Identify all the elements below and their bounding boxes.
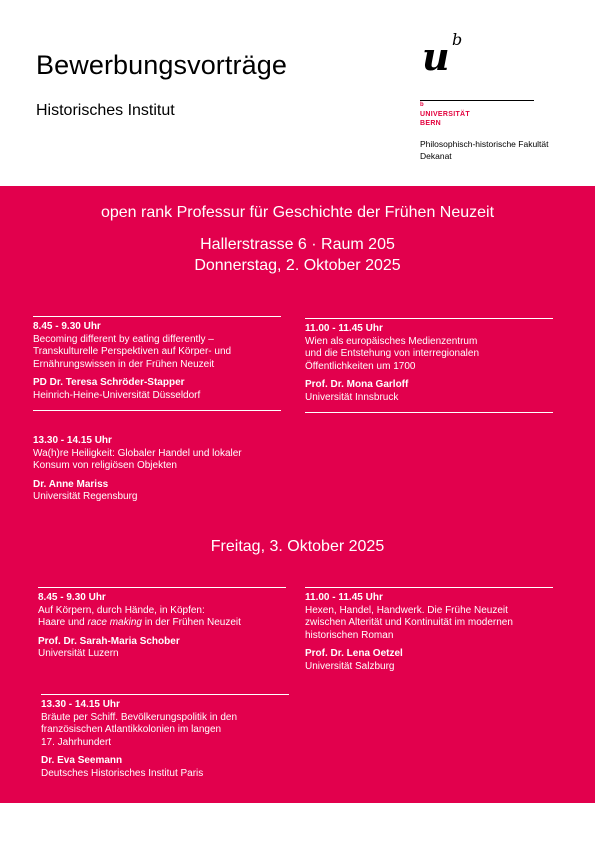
talk-time: 13.30 - 14.15 Uhr [41,699,120,710]
speaker-name: Prof. Dr. Lena Oetzel [305,648,403,659]
logo-b-superscript: b [452,30,463,49]
divider [38,587,286,588]
talk-title-line: Auf Körpern, durch Hände, in Köpfen: [38,604,205,616]
talk-title-line: Wien als europäisches Medienzentrum [305,335,478,347]
program-band [0,186,595,803]
talk-day1-1 [33,316,281,411]
location: Hallerstrasse 6 · Raum 205 [200,236,395,253]
talk-title-text: in der Frühen Neuzeit [141,617,241,628]
speaker-affiliation: Universität Salzburg [305,660,395,672]
talk-time: 8.45 - 9.30 Uhr [33,321,101,332]
logo-university-line2: BERN [420,120,442,127]
divider [305,587,553,588]
talk-title-line: französischen Atlantikkolonien im langen [41,724,222,735]
talk-title [33,448,281,473]
talk-title-line: Bräute per Schiff. Bevölkerungspolitik in den [41,711,238,723]
speaker-name: Dr. Anne Mariss [33,478,109,490]
talk-title [41,712,289,750]
position-title: open rank Professur für Geschichte der Frühen Neuzeit [100,204,495,221]
talk-title-line: historischen Roman [305,629,394,641]
faculty-name: Philosophisch-historische Fakultät [420,139,549,149]
talk-day1-2 [305,318,553,413]
logo-university-name [420,110,470,128]
talk-title [33,334,281,372]
speaker-affiliation: Universität Luzern [38,648,119,659]
talk-title-line: Becoming different by eating differently – [33,333,214,345]
talk-time: 11.00 - 11.45 Uhr [305,592,383,603]
logo-divider [420,100,534,101]
talk-title-line: Transkulturelle Perspektiven auf Körper- und [33,346,232,357]
talk-title [38,605,286,630]
talk-day2-1 [38,587,286,661]
divider [33,316,281,317]
divider [305,318,553,319]
talk-title-line: 17. Jahrhundert [41,736,112,748]
talk-day1-3 [33,435,281,504]
speaker-name: PD Dr. Teresa Schröder-Stapper [33,377,185,388]
talk-title-line: Ernährungswissen in der Frühen Neuzeit [33,358,215,370]
faculty-info [420,138,549,162]
speaker-name: Prof. Dr. Mona Garloff [305,379,409,390]
talk-title-line: Hexen, Handel, Handwerk. Die Frühe Neuzeit [305,604,508,616]
talk-time: 11.00 - 11.45 Uhr [305,323,383,334]
talk-time: 8.45 - 9.30 Uhr [38,592,106,603]
talk-time: 13.30 - 14.15 Uhr [33,435,112,446]
logo-small-b: b [420,102,424,108]
talk-day2-2 [305,587,553,673]
talk-title-line: Wa(h)re Heiligkeit: Globaler Handel und lokaler [33,447,242,459]
day1-date: Donnerstag, 2. Oktober 2025 [194,257,401,274]
talk-title-text: Haare und [38,617,88,628]
speaker-name: Prof. Dr. Sarah-Maria Schober [38,635,180,647]
page-title: Bewerbungsvorträge [36,50,287,80]
divider [305,412,553,413]
speaker-affiliation: Heinrich-Heine-Universität Düsseldorf [33,389,201,401]
talk-day2-3 [41,694,289,780]
logo-u-mark: u [422,34,450,79]
talk-title [305,336,553,374]
speaker-affiliation: Deutsches Historisches Institut Paris [41,767,204,779]
talk-title-line: zwischen Alterität und Kontinuität im modernen [305,617,513,628]
day2-date: Freitag, 3. Oktober 2025 [210,538,385,555]
speaker-affiliation: Universität Regensburg [33,491,138,502]
office-name: Dekanat [420,151,452,161]
divider [33,410,281,411]
speaker-affiliation: Universität Innsbruck [305,391,399,403]
logo-university-line1: UNIVERSITÄT [420,111,470,118]
divider [41,694,289,695]
talk-title [305,605,553,643]
talk-title-italic: race making [87,617,142,628]
talk-title-line [38,617,286,630]
talk-title-line: Konsum von religiösen Objekten [33,460,177,471]
talk-title-line: und die Entstehung von interregionalen [305,348,480,359]
talk-title-line: Öffentlichkeiten um 1700 [305,360,416,372]
institute-name: Historisches Institut [36,102,175,119]
speaker-name: Dr. Eva Seemann [41,755,123,766]
